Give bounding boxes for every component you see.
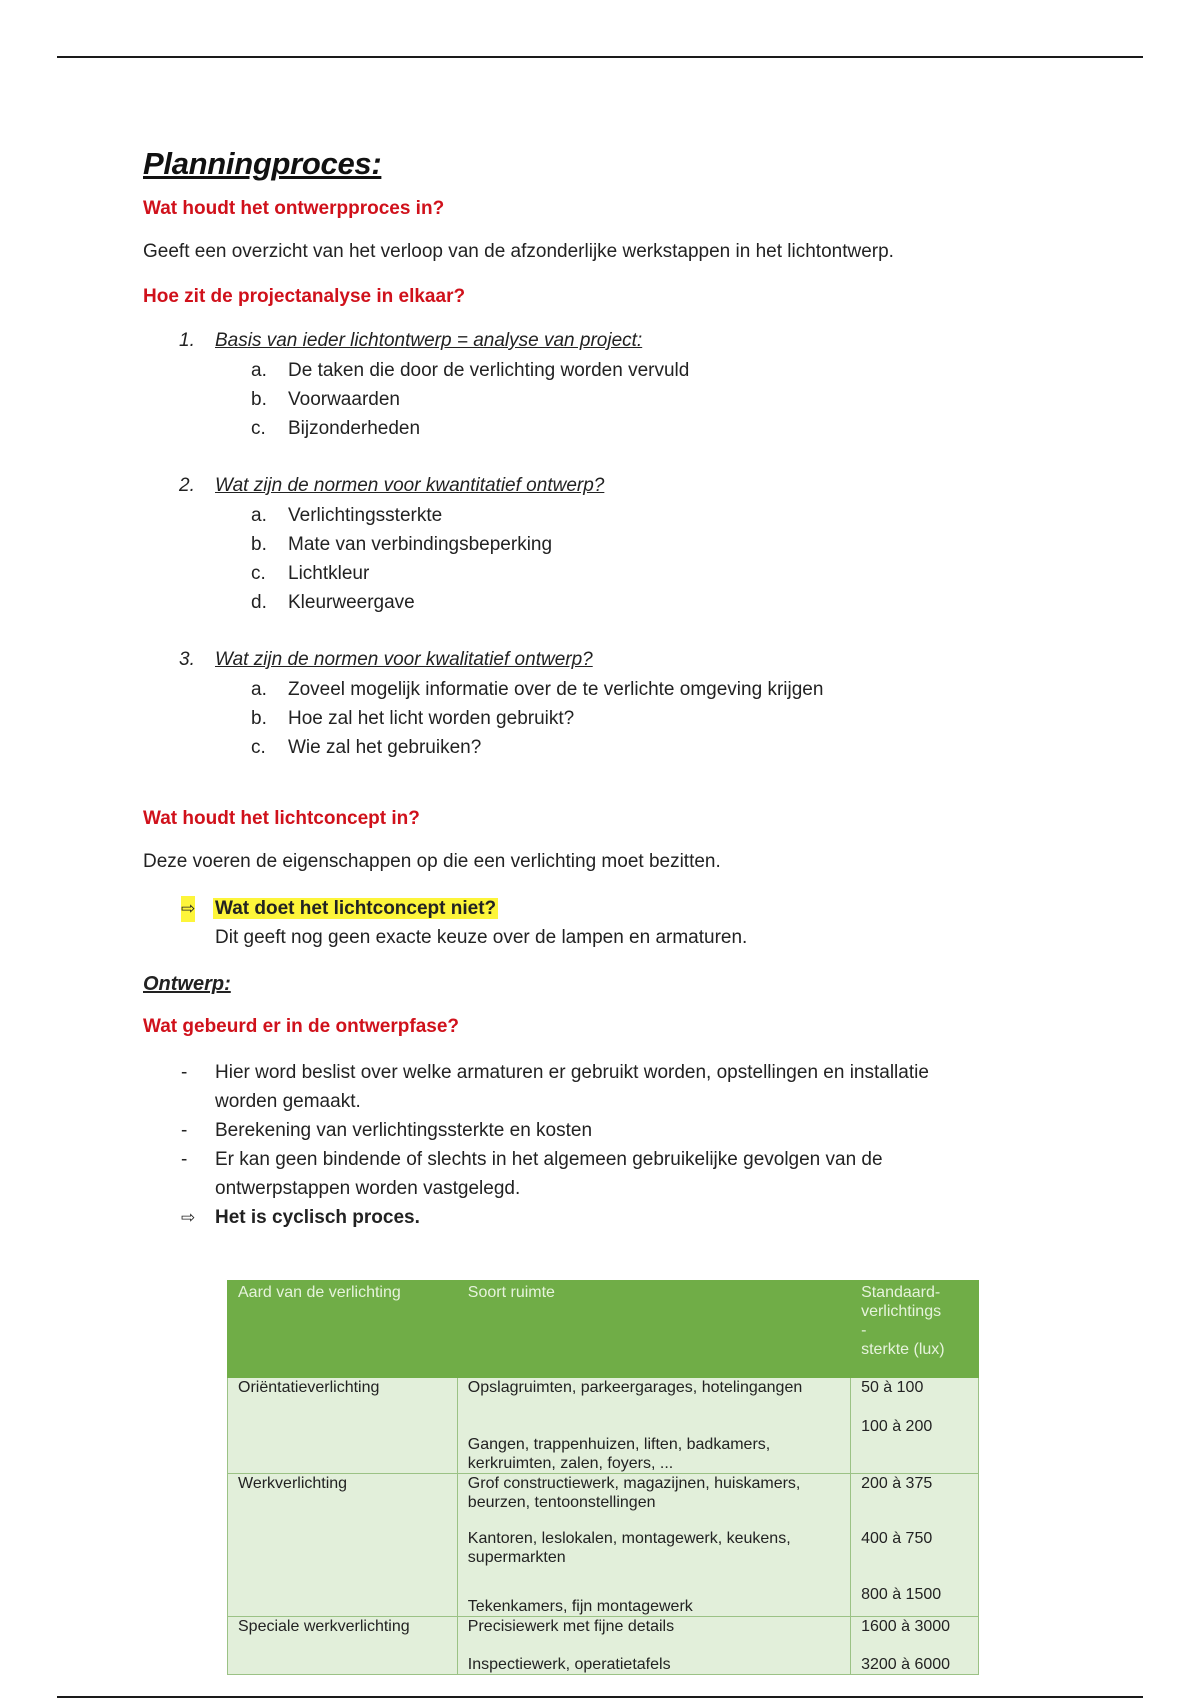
list-item: d. Kleurweergave [251,592,415,613]
table-cell: Precisiewerk met fijne details Inspectiewerk, operatietafels [457,1617,850,1675]
numbered-item-title: Wat zijn de normen voor kwantitatief ontwerp? [215,475,605,496]
answer-lichtconcept: Deze voeren de eigenschappen op die een verlichting moet bezitten. [143,851,721,872]
sub-list [143,675,1043,762]
list-item: c. Wie zal het gebruiken? [251,737,482,758]
table-cell: Oriëntatieverlichting [228,1378,458,1474]
top-rule [57,56,1143,58]
section-subtitle: Ontwerp: [143,973,231,995]
table-cell: Grof constructiewerk, magazijnen, huiskamers, beurzen, tentoonstellingen Kantoren, leslokalen, montagewerk, keukens, supermarkten Tekenkamers, fijn montagewerk [457,1474,850,1617]
sub-list [143,356,1043,443]
arrow-icon: ⇨ [181,1208,196,1227]
column-header: Soort ruimte [457,1281,850,1378]
list-item: c. Lichtkleur [251,563,370,584]
list-item: c. Bijzonderheden [251,418,421,439]
question-lichtconcept: Wat houdt het lichtconcept in? [143,808,420,829]
bottom-rule [57,1696,1143,1698]
table-header-row [228,1281,979,1378]
list-item: - Hier word beslist over welke armaturen er gebruikt worden, opstellingen en installatie worden gemaakt. [181,1062,929,1112]
numbered-item-1: 1. Basis van ieder lichtontwerp = analyse van project: a. De taken die door de verlichting worden vervuld b. Voorwaarden c. Bijzonderheden [143,328,1043,443]
lighting-table [227,1280,979,1675]
question-projectanalyse: Hoe zit de projectanalyse in elkaar? [143,286,466,307]
table-cell: 1600 à 3000 3200 à 6000 [851,1617,979,1675]
numbered-item-title: Basis van ieder lichtontwerp = analyse van project: [215,330,643,351]
bullet-list [143,1058,1043,1232]
table-cell: Speciale werkverlichting [228,1617,458,1675]
column-header: Standaard-verlichtings - sterkte (lux) [851,1281,979,1378]
table-cell: 200 à 375 400 à 750 800 à 1500 [851,1474,979,1617]
list-item: b. Mate van verbindingsbeperking [251,534,553,555]
numbered-item-3: 3. Wat zijn de normen voor kwalitatief ontwerp? a. Zoveel mogelijk informatie over de te verlichte omgeving krijgen b. Hoe zal het licht worden gebruikt? c. Wie zal het gebruiken? [143,647,1043,762]
list-item: - Berekening van verlichtingssterkte en kosten [181,1120,593,1141]
question-ontwerpproces: Wat houdt het ontwerpproces in? [143,198,445,219]
table-cell: 50 à 100 100 à 200 [851,1378,979,1474]
table-cell: Opslagruimten, parkeergarages, hotelingangen Gangen, trappenhuizen, liften, badkamers, kerkruimten, zalen, foyers, ... [457,1378,850,1474]
column-header: Aard van de verlichting [228,1281,458,1378]
list-item: a. Verlichtingssterkte [251,505,443,526]
highlight-question: Wat doet het lichtconcept niet? [215,898,497,919]
numbered-item-title: Wat zijn de normen voor kwalitatief ontwerp? [215,649,593,670]
document-body [143,146,1043,1232]
table-row [228,1474,979,1617]
table-row [228,1378,979,1474]
highlight-answer: Dit geeft nog geen exacte keuze over de lampen en armaturen. [215,927,748,948]
highlight-row [143,896,1043,922]
conclusion: Het is cyclisch proces. [215,1207,420,1228]
list-item: b. Hoe zal het licht worden gebruikt? [251,708,575,729]
table-cell: Werkverlichting [228,1474,458,1617]
page-title: Planningproces: [143,146,382,181]
sub-list [143,501,1043,617]
arrow-icon: ⇨ [181,896,195,922]
list-item [143,1203,995,1232]
list-item: - Er kan geen bindende of slechts in het algemeen gebruikelijke gevolgen van de ontwerpstappen worden vastgelegd. [181,1149,883,1199]
list-item: a. De taken die door de verlichting worden vervuld [251,360,690,381]
list-item: a. Zoveel mogelijk informatie over de te verlichte omgeving krijgen [251,679,824,700]
list-item: b. Voorwaarden [251,389,400,410]
numbered-item-2: 2. Wat zijn de normen voor kwantitatief ontwerp? a. Verlichtingssterkte b. Mate van verbindingsbeperking c. Lichtkleur d. Kleurweergave [143,473,1043,617]
table-row [228,1617,979,1675]
question-ontwerpfase: Wat gebeurd er in de ontwerpfase? [143,1016,460,1037]
answer-ontwerpproces: Geeft een overzicht van het verloop van de afzonderlijke werkstappen in het lichtontwerp. [143,241,894,262]
